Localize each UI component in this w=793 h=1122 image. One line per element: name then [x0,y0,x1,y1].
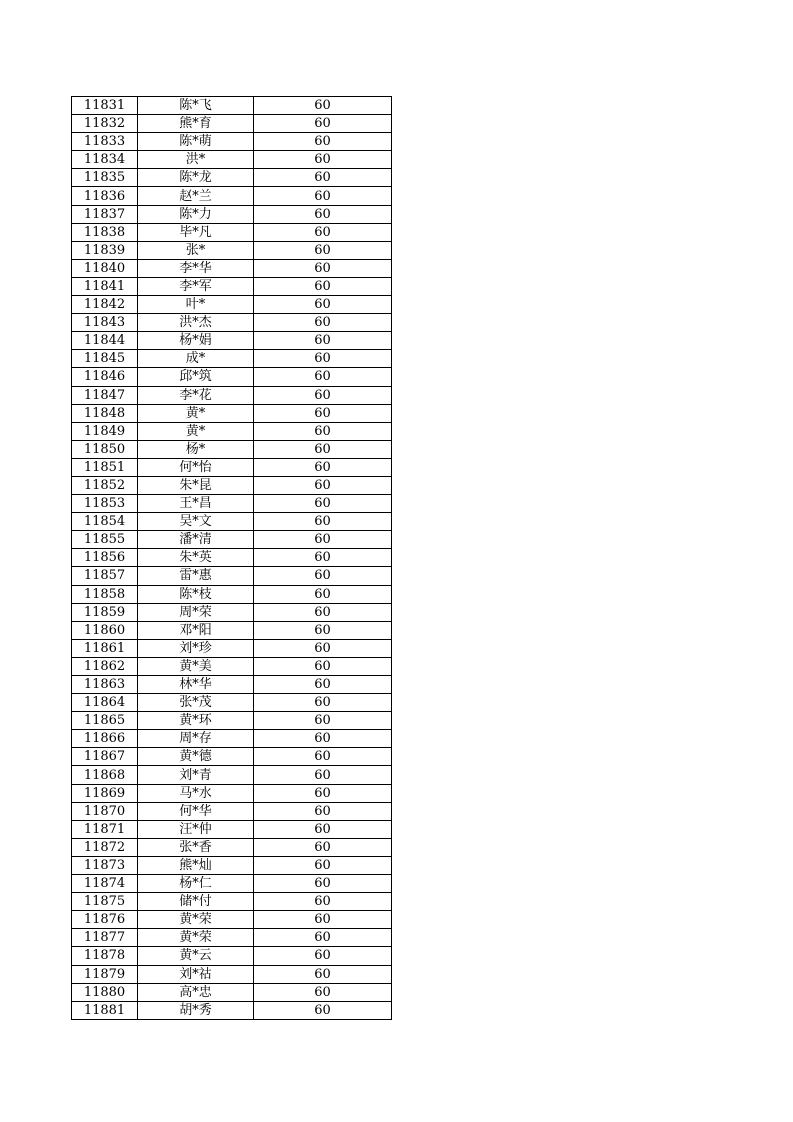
table-row [72,97,392,115]
cell-id: 11875 [72,893,138,911]
table-row [72,1001,392,1019]
cell-name: 洪* [138,151,254,169]
cell-score: 60 [254,513,392,531]
table-row [72,422,392,440]
table-row [72,730,392,748]
cell-name: 雷*惠 [138,567,254,585]
cell-name: 杨*娟 [138,332,254,350]
cell-id: 11858 [72,585,138,603]
cell-name: 林*华 [138,676,254,694]
cell-score: 60 [254,531,392,549]
table-row [72,802,392,820]
cell-score: 60 [254,350,392,368]
cell-score: 60 [254,911,392,929]
cell-id: 11843 [72,314,138,332]
table-row [72,676,392,694]
cell-name: 刘*祜 [138,965,254,983]
cell-id: 11831 [72,97,138,115]
cell-name: 杨*仁 [138,875,254,893]
table-row [72,513,392,531]
cell-id: 11871 [72,820,138,838]
cell-id: 11870 [72,802,138,820]
cell-name: 黄*德 [138,748,254,766]
cell-score: 60 [254,766,392,784]
cell-name: 邱*筑 [138,368,254,386]
cell-score: 60 [254,784,392,802]
cell-id: 11851 [72,458,138,476]
cell-id: 11833 [72,133,138,151]
table-row [72,603,392,621]
cell-id: 11866 [72,730,138,748]
cell-score: 60 [254,657,392,675]
table-row [72,875,392,893]
cell-score: 60 [254,639,392,657]
cell-id: 11881 [72,1001,138,1019]
table-row [72,983,392,1001]
cell-score: 60 [254,495,392,513]
cell-id: 11832 [72,115,138,133]
cell-score: 60 [254,893,392,911]
cell-id: 11874 [72,875,138,893]
cell-score: 60 [254,151,392,169]
cell-name: 胡*秀 [138,1001,254,1019]
cell-id: 11861 [72,639,138,657]
cell-id: 11862 [72,657,138,675]
table-row [72,929,392,947]
cell-name: 王*昌 [138,495,254,513]
cell-name: 熊*灿 [138,856,254,874]
table-row [72,241,392,259]
cell-name: 黄*荣 [138,911,254,929]
cell-id: 11850 [72,440,138,458]
cell-id: 11846 [72,368,138,386]
cell-name: 朱*昆 [138,476,254,494]
table-row [72,893,392,911]
cell-id: 11855 [72,531,138,549]
cell-score: 60 [254,476,392,494]
cell-id: 11852 [72,476,138,494]
cell-name: 陈*萌 [138,133,254,151]
cell-score: 60 [254,585,392,603]
cell-score: 60 [254,875,392,893]
table-row [72,549,392,567]
cell-name: 张* [138,241,254,259]
cell-name: 洪*杰 [138,314,254,332]
cell-name: 杨* [138,440,254,458]
cell-score: 60 [254,259,392,277]
cell-score: 60 [254,567,392,585]
table-row [72,911,392,929]
cell-name: 黄* [138,404,254,422]
cell-id: 11856 [72,549,138,567]
table-row [72,259,392,277]
table-row [72,350,392,368]
cell-id: 11868 [72,766,138,784]
cell-score: 60 [254,748,392,766]
cell-id: 11836 [72,187,138,205]
table-row [72,531,392,549]
table-row [72,712,392,730]
cell-score: 60 [254,314,392,332]
cell-score: 60 [254,368,392,386]
cell-id: 11840 [72,259,138,277]
cell-id: 11876 [72,911,138,929]
cell-name: 刘*珍 [138,639,254,657]
cell-name: 张*茂 [138,694,254,712]
cell-score: 60 [254,947,392,965]
cell-score: 60 [254,133,392,151]
cell-score: 60 [254,603,392,621]
cell-score: 60 [254,712,392,730]
table-row [72,133,392,151]
table-row [72,694,392,712]
table-row [72,440,392,458]
cell-score: 60 [254,856,392,874]
cell-name: 黄*荣 [138,929,254,947]
cell-name: 黄* [138,422,254,440]
cell-score: 60 [254,205,392,223]
cell-score: 60 [254,820,392,838]
cell-id: 11848 [72,404,138,422]
cell-id: 11838 [72,223,138,241]
cell-name: 毕*凡 [138,223,254,241]
table-body [72,97,392,1020]
cell-name: 马*水 [138,784,254,802]
table-row [72,947,392,965]
cell-id: 11853 [72,495,138,513]
cell-score: 60 [254,694,392,712]
cell-score: 60 [254,332,392,350]
cell-id: 11865 [72,712,138,730]
cell-name: 黄*环 [138,712,254,730]
table-row [72,748,392,766]
table-row [72,368,392,386]
cell-score: 60 [254,169,392,187]
table-row [72,458,392,476]
table-row [72,332,392,350]
table-row [72,838,392,856]
cell-score: 60 [254,929,392,947]
cell-id: 11880 [72,983,138,1001]
cell-id: 11835 [72,169,138,187]
cell-name: 高*忠 [138,983,254,1001]
cell-score: 60 [254,187,392,205]
cell-score: 60 [254,983,392,1001]
cell-id: 11859 [72,603,138,621]
cell-id: 11842 [72,296,138,314]
cell-score: 60 [254,965,392,983]
cell-name: 朱*英 [138,549,254,567]
cell-name: 何*华 [138,802,254,820]
cell-name: 李*军 [138,277,254,295]
cell-name: 刘*青 [138,766,254,784]
cell-id: 11860 [72,621,138,639]
cell-score: 60 [254,404,392,422]
table-row [72,495,392,513]
cell-name: 陈*力 [138,205,254,223]
cell-id: 11839 [72,241,138,259]
cell-id: 11863 [72,676,138,694]
cell-name: 李*花 [138,386,254,404]
table-row [72,223,392,241]
cell-id: 11878 [72,947,138,965]
cell-score: 60 [254,115,392,133]
cell-name: 何*怡 [138,458,254,476]
cell-id: 11834 [72,151,138,169]
cell-id: 11864 [72,694,138,712]
table-row [72,404,392,422]
cell-id: 11872 [72,838,138,856]
table-row [72,187,392,205]
cell-score: 60 [254,97,392,115]
cell-name: 成* [138,350,254,368]
cell-id: 11867 [72,748,138,766]
table-row [72,277,392,295]
cell-name: 叶* [138,296,254,314]
table-row [72,115,392,133]
cell-id: 11857 [72,567,138,585]
cell-name: 张*香 [138,838,254,856]
cell-id: 11844 [72,332,138,350]
cell-score: 60 [254,802,392,820]
cell-id: 11849 [72,422,138,440]
table-row [72,205,392,223]
cell-name: 吴*文 [138,513,254,531]
cell-name: 李*华 [138,259,254,277]
cell-id: 11841 [72,277,138,295]
cell-name: 邓*阳 [138,621,254,639]
cell-name: 黄*云 [138,947,254,965]
cell-score: 60 [254,422,392,440]
cell-score: 60 [254,549,392,567]
cell-name: 陈*枝 [138,585,254,603]
cell-id: 11879 [72,965,138,983]
cell-id: 11877 [72,929,138,947]
cell-score: 60 [254,386,392,404]
cell-score: 60 [254,676,392,694]
cell-score: 60 [254,241,392,259]
cell-score: 60 [254,223,392,241]
cell-score: 60 [254,440,392,458]
table-row [72,856,392,874]
cell-id: 11869 [72,784,138,802]
table-row [72,657,392,675]
data-table [71,96,392,1020]
table-row [72,169,392,187]
cell-id: 11845 [72,350,138,368]
cell-name: 熊*育 [138,115,254,133]
cell-name: 周*存 [138,730,254,748]
cell-name: 赵*兰 [138,187,254,205]
table-row [72,784,392,802]
cell-score: 60 [254,277,392,295]
cell-id: 11847 [72,386,138,404]
cell-score: 60 [254,838,392,856]
cell-name: 陈*龙 [138,169,254,187]
table-row [72,820,392,838]
cell-score: 60 [254,458,392,476]
cell-name: 周*荣 [138,603,254,621]
table-row [72,621,392,639]
cell-name: 汪*仲 [138,820,254,838]
table-row [72,585,392,603]
cell-id: 11873 [72,856,138,874]
table-row [72,296,392,314]
cell-name: 黄*美 [138,657,254,675]
table-row [72,965,392,983]
table-row [72,386,392,404]
cell-id: 11854 [72,513,138,531]
table-row [72,639,392,657]
cell-score: 60 [254,730,392,748]
cell-score: 60 [254,1001,392,1019]
cell-score: 60 [254,621,392,639]
cell-score: 60 [254,296,392,314]
cell-name: 潘*清 [138,531,254,549]
cell-name: 陈*飞 [138,97,254,115]
table-row [72,476,392,494]
table-row [72,766,392,784]
cell-id: 11837 [72,205,138,223]
table-row [72,151,392,169]
cell-name: 储*付 [138,893,254,911]
table-row [72,314,392,332]
table-row [72,567,392,585]
